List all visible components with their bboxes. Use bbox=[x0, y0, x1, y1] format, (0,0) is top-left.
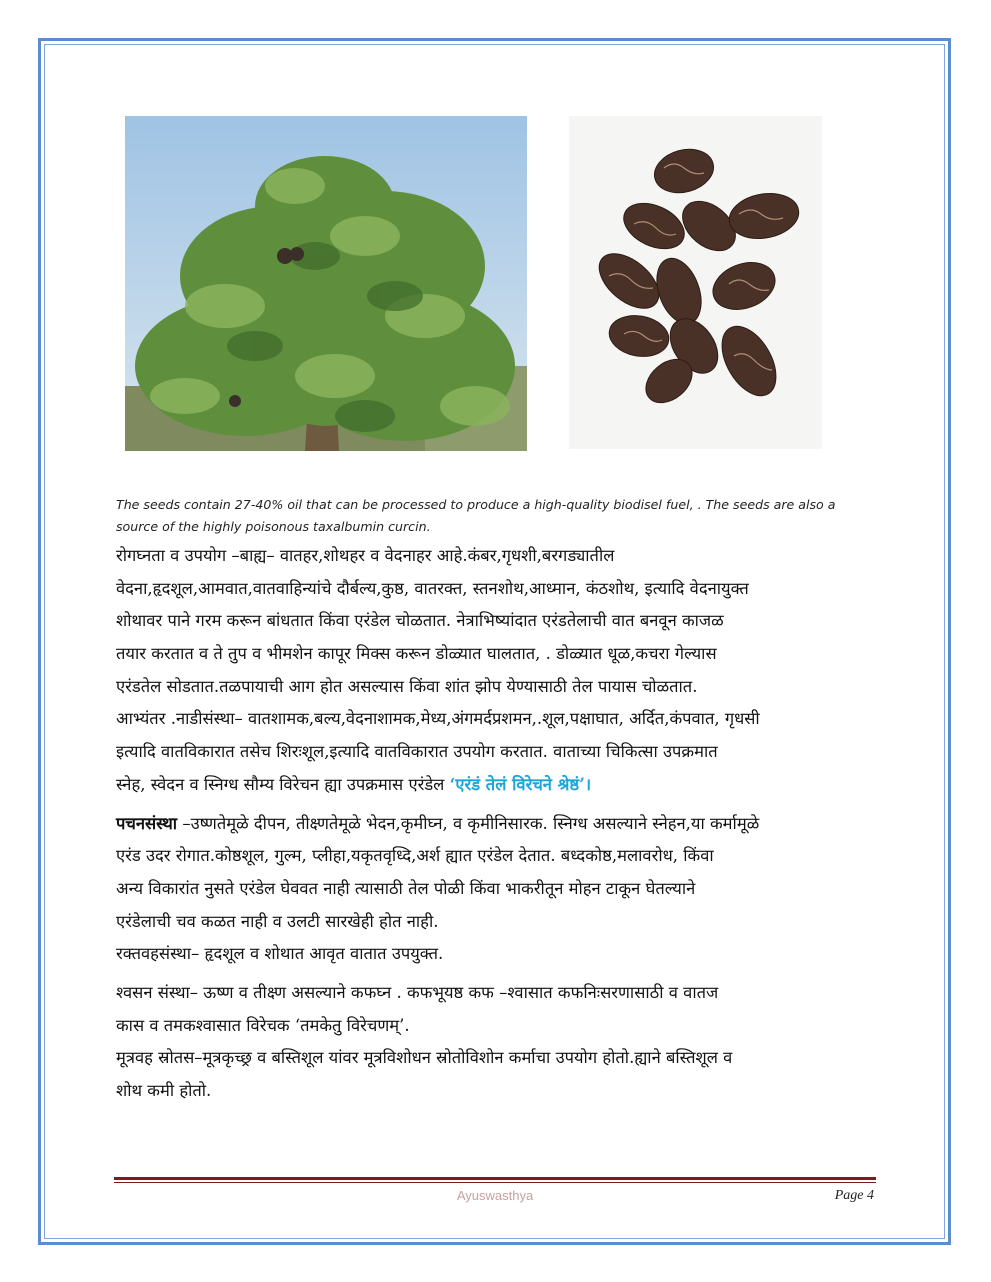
para5-line-1: श्वसन संस्था– ऊष्ण व तीक्ष्ण असल्याने कफघ्न . कफभूयष्ठ कफ –श्वासात कफनिःसरणासाठी व वातज bbox=[116, 982, 719, 1002]
para3-line-1-rest: –उष्णतेमूळे दीपन, तीक्ष्णतेमूळे भेदन,कृमीघ्न, व कृमीनिसारक. स्निग्ध असल्याने स्नेहन,या कर्मामूळे bbox=[177, 813, 760, 833]
seeds-photo bbox=[569, 116, 822, 449]
plant-photo bbox=[125, 116, 527, 451]
para2-line-1: आभ्यंतर .नाडीसंस्था– वातशामक,बल्य,वेदनाशामक,मेध्य,अंगमर्दप्रशमन,.शूल,पक्षाघात, अर्दित,कंपवात, गृधसी bbox=[116, 709, 760, 729]
image-caption bbox=[116, 494, 876, 538]
para1-line-3: शोथावर पाने गरम करून बांधतात किंवा एरंडेल चोळतात. नेत्राभिष्यांदात एरंडतेलाची वात बनवून काजळ bbox=[116, 611, 724, 631]
para2-line-3 bbox=[116, 769, 876, 802]
footer-site-name: Ayuswasthya bbox=[456, 1188, 534, 1203]
para1-line-4: तयार करतात व ते तुप व भीमशेन कापूर मिक्स करून डोळ्यात घालतात, . डोळ्यात धूळ,कचरा गेल्यास bbox=[116, 644, 717, 664]
para2-line-3-text: स्नेह, स्वेदन व स्निग्ध सौम्य विरेचन ह्या उपक्रमास एरंडेल bbox=[116, 774, 450, 794]
caption-line-1: The seeds contain 27-40% oil that can be processed to produce a high-quality biodisel fuel, . The seeds are also a bbox=[116, 497, 836, 512]
para6-line-1: मूत्रवह स्रोतस–मूत्रकृच्छ्र व बस्तिशूल यांवर मूत्रविशोधन स्रोतोविशोन कर्माचा उपयोग होतो.ह्याने बस्तिशूल व bbox=[116, 1048, 733, 1068]
para3-line-4: एरंडेलाची चव कळत नाही व उलटी सारखेही होत नाही. bbox=[116, 911, 439, 931]
shloka-quote: ‘एरंडं तेलं विरेचने श्रेष्ठं’। bbox=[449, 774, 592, 794]
para6-line-2: शोथ कमी होतो. bbox=[116, 1081, 212, 1100]
para5-line-2: कास व तमकश्वासात विरेचक ‘तमकेतु विरेचणम्’. bbox=[116, 1015, 410, 1035]
para3-line-2: एरंड उदर रोगात.कोष्ठशूल, गुल्म, प्लीहा,यकृतवृध्दि,अर्श ह्यात एरंडेल देतात. बध्दकोष्ठ,मलावरोध, किंवा bbox=[116, 846, 714, 866]
para2-line-2: इत्यादि वातविकारात तसेच शिरःशूल,इत्यादि वातविकारात उपयोग करतात. वाताच्या चिकित्सा उपक्रमात bbox=[116, 742, 718, 762]
para3-line-3: अन्य विकारांत नुसते एरंडेल घेववत नाही त्यासाठी तेल पोळी किंवा भाकरीतून मोहन टाकून घेतल्याने bbox=[116, 878, 696, 898]
body-text bbox=[116, 540, 876, 1108]
para1-line-2: वेदना,हृदशूल,आमवात,वातवाहिन्यांचे दौर्बल्य,कुष्ठ, वातरक्त, स्तनशोथ,आध्मान, कंठशोथ, इत्यादि वेदनायुक्त bbox=[116, 578, 749, 598]
footer-rule-thick bbox=[114, 1177, 876, 1180]
para4-line-1: रक्तवहसंस्था– हृदशूल व शोथात आवृत वातात उपयुक्त. bbox=[116, 944, 444, 964]
para1-line-1: रोगघ्नता व उपयोग –बाह्य– वातहर,शोथहर व वेदनाहर आहे.कंबर,गृधशी,बरगड्यातील bbox=[116, 546, 615, 565]
para3-line-1 bbox=[116, 808, 876, 841]
caption-line-2: source of the highly poisonous taxalbumin curcin. bbox=[116, 519, 431, 534]
footer-rule-thin bbox=[114, 1182, 876, 1183]
section-heading-digestive: पचनसंस्था bbox=[116, 813, 178, 833]
para1-line-5: एरंडतेल सोडतात.तळपायाची आग होत असल्यास किंवा शांत झोप येण्यासाठी तेल पायास चोळतात. bbox=[116, 676, 698, 696]
page-number: Page 4 bbox=[834, 1188, 874, 1203]
